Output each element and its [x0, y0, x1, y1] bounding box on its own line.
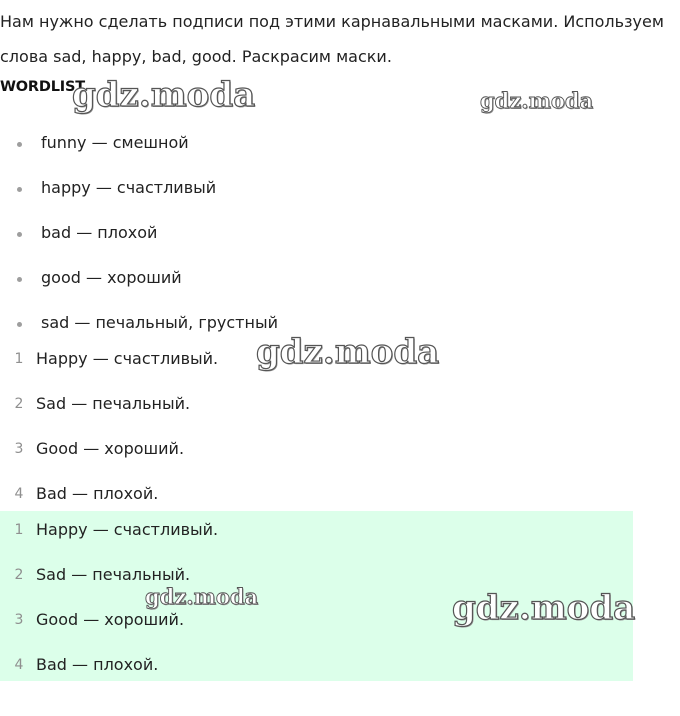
list-item-text: Happy — счастливый.: [36, 349, 219, 368]
bullet-icon: [17, 232, 22, 237]
intro-text: Нам нужно сделать подписи под этими карнавальными масками. Используем слова sad, happy, bad, good. Раскрасим маски.: [0, 12, 664, 66]
list-item-text: Good — хороший.: [36, 610, 185, 629]
watermark: gdz.moda: [256, 332, 440, 372]
watermark: gdz.moda: [145, 584, 259, 609]
bullet-icon: [17, 322, 22, 327]
bullet-icon: [17, 142, 22, 147]
list-item-text: Happy — счастливый.: [36, 520, 219, 539]
list-item-text: Bad — плохой.: [36, 655, 159, 674]
list-number: 3: [14, 441, 24, 457]
list-item-text: Sad — печальный.: [36, 565, 191, 584]
list-number: 1: [14, 351, 24, 367]
wordlist-title: WORDLIST: [0, 79, 85, 95]
bullet-icon: [17, 187, 22, 192]
list-item-text: Sad — печальный.: [36, 394, 191, 413]
wordlist-item-text: sad — печальный, грустный: [41, 313, 278, 332]
wordlist-item-text: bad — плохой: [41, 223, 158, 242]
wordlist-item-text: good — хороший: [41, 268, 182, 287]
wordlist-item-text: happy — счастливый: [41, 178, 217, 197]
watermark: gdz.moda: [72, 75, 256, 115]
watermark: gdz.moda: [480, 88, 594, 113]
bullet-icon: [17, 277, 22, 282]
watermark: gdz.moda: [452, 588, 636, 628]
list-item-text: Good — хороший.: [36, 439, 185, 458]
list-number: 2: [14, 567, 24, 583]
list-item-text: Bad — плохой.: [36, 484, 159, 503]
list-number: 4: [14, 486, 24, 502]
list-number: 4: [14, 657, 24, 673]
list-number: 3: [14, 612, 24, 628]
list-number: 1: [14, 522, 24, 538]
wordlist-item-text: funny — смешной: [41, 133, 189, 152]
list-number: 2: [14, 396, 24, 412]
